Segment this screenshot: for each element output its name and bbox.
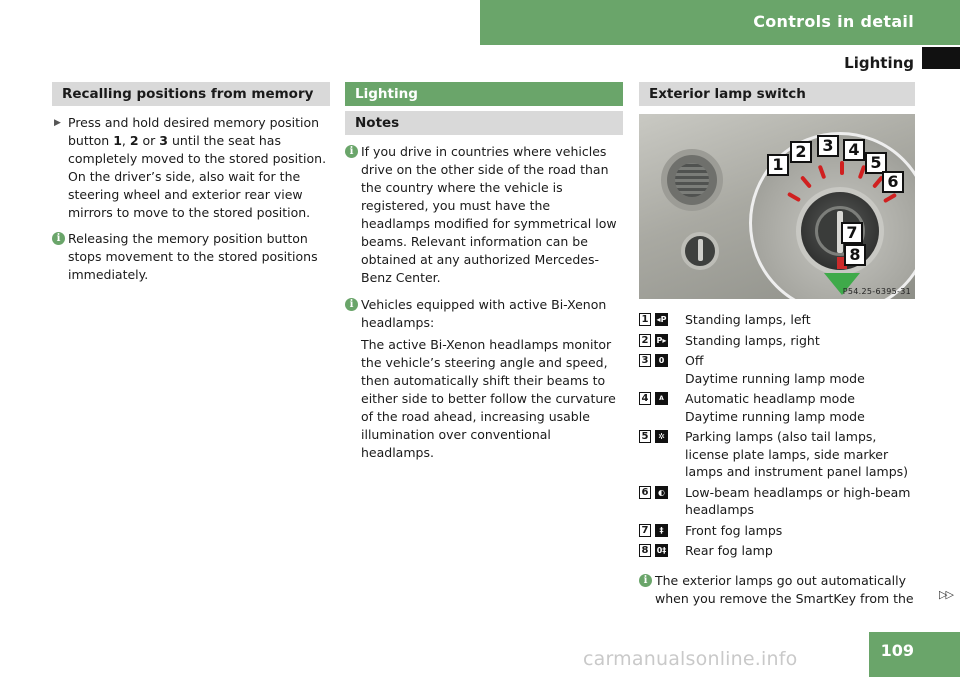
legend-item: 3 0 Off Daytime running lamp mode xyxy=(639,352,915,387)
callout-1: 1 xyxy=(767,154,789,176)
lamp-legend xyxy=(639,311,915,560)
parking-lamps-icon: ✲ xyxy=(655,430,668,443)
info-icon: i xyxy=(345,298,358,311)
continue-icon: ▷▷ xyxy=(939,588,952,601)
memory-instruction: ▶ Press and hold desired memory position button 1, 2 or 3 until the seat has completely moved to the stored position. On the driver’s side, also wait for the steering wheel and exterior rear view mirrors to move to the stored position. xyxy=(54,115,327,220)
low-beam-icon: ◐ xyxy=(655,486,668,499)
front-fog-icon: ‡ xyxy=(655,524,668,537)
note-bixenon-body: The active Bi-Xenon headlamps monitor the vehicle’s steering angle and speed, then automatically shift their beams to either side to better follow the curvature of the road ahead, increasing usable illumination over conventional headlamps. xyxy=(361,337,616,460)
legend-item: 5 ✲ Parking lamps (also tail lamps, license plate lamps, side marker lamps and instrument panel lamps) xyxy=(639,428,915,481)
memory-heading: Recalling positions from memory xyxy=(52,82,330,106)
info-icon: i xyxy=(52,232,65,245)
callout-ray xyxy=(787,192,801,202)
memory-button-1: 1 xyxy=(113,133,122,148)
callout-2: 2 xyxy=(790,141,812,163)
callout-ray xyxy=(883,193,897,203)
lighting-heading: Lighting xyxy=(345,82,623,106)
rear-fog-icon: 0‡ xyxy=(656,546,667,555)
callout-7: 7 xyxy=(841,222,863,244)
standing-lamps-left-icon: ◂P xyxy=(656,315,667,324)
column-exterior-lamp xyxy=(639,82,915,608)
bullet-arrow-icon: ▶ xyxy=(54,118,61,128)
standing-lamps-right-icon: P▸ xyxy=(656,335,667,345)
section-title: Lighting xyxy=(844,54,914,72)
callout-ray xyxy=(818,165,827,180)
note-bixenon-intro: i Vehicles equipped with active Bi-Xenon headlamps: xyxy=(345,296,623,332)
legend-item: 4 A Automatic headlamp mode Daytime running lamp mode xyxy=(639,390,915,425)
info-icon: i xyxy=(345,145,358,158)
memory-note: i Releasing the memory position button stops movement to the stored positions immediately. xyxy=(52,230,330,284)
info-icon: i xyxy=(639,574,652,587)
callout-6: 6 xyxy=(882,171,904,193)
column-lighting xyxy=(345,82,623,462)
legend-item: 8 0‡ Rear fog lamp xyxy=(639,542,915,560)
callout-ray xyxy=(800,175,812,188)
auto-icon: A xyxy=(655,392,668,405)
photo-code: P54.25-6395-31 xyxy=(842,287,911,296)
column-memory xyxy=(52,82,330,284)
note-country: i If you drive in countries where vehicles drive on the other side of the road than the country where the vehicle is registered, you must have the headlamps modified for symmetrical low beams. Relevant information can be obtained at any authorized Mercedes-Benz Center. xyxy=(345,143,623,287)
off-icon: 0 xyxy=(655,354,668,367)
legend-item: 2 P▸ Standing lamps, right xyxy=(639,332,915,350)
air-vent xyxy=(661,149,723,211)
legend-item: 7 ‡ Front fog lamps xyxy=(639,522,915,540)
callout-3: 3 xyxy=(817,135,839,157)
smartkey-note: i The exterior lamps go out automatically when you remove the SmartKey from the xyxy=(639,572,915,608)
exterior-lamp-heading: Exterior lamp switch xyxy=(639,82,915,106)
corner-block xyxy=(922,47,960,69)
page-number: 109 xyxy=(880,641,914,660)
notes-heading: Notes xyxy=(345,111,623,135)
small-knob xyxy=(681,232,719,270)
legend-item: 1 ◂P Standing lamps, left xyxy=(639,311,915,329)
callout-ray xyxy=(840,161,844,175)
chapter-title: Controls in detail xyxy=(753,12,914,31)
lamp-switch-photo xyxy=(639,114,915,299)
watermark: carmanualsonline.info xyxy=(583,648,798,670)
callout-5: 5 xyxy=(865,152,887,174)
memory-button-2: 2 xyxy=(129,133,139,148)
callout-8: 8 xyxy=(844,244,866,266)
memory-button-3: 3 xyxy=(159,133,168,148)
legend-item: 6 ◐ Low-beam headlamps or high-beam headlamps xyxy=(639,484,915,519)
callout-4: 4 xyxy=(843,139,865,161)
